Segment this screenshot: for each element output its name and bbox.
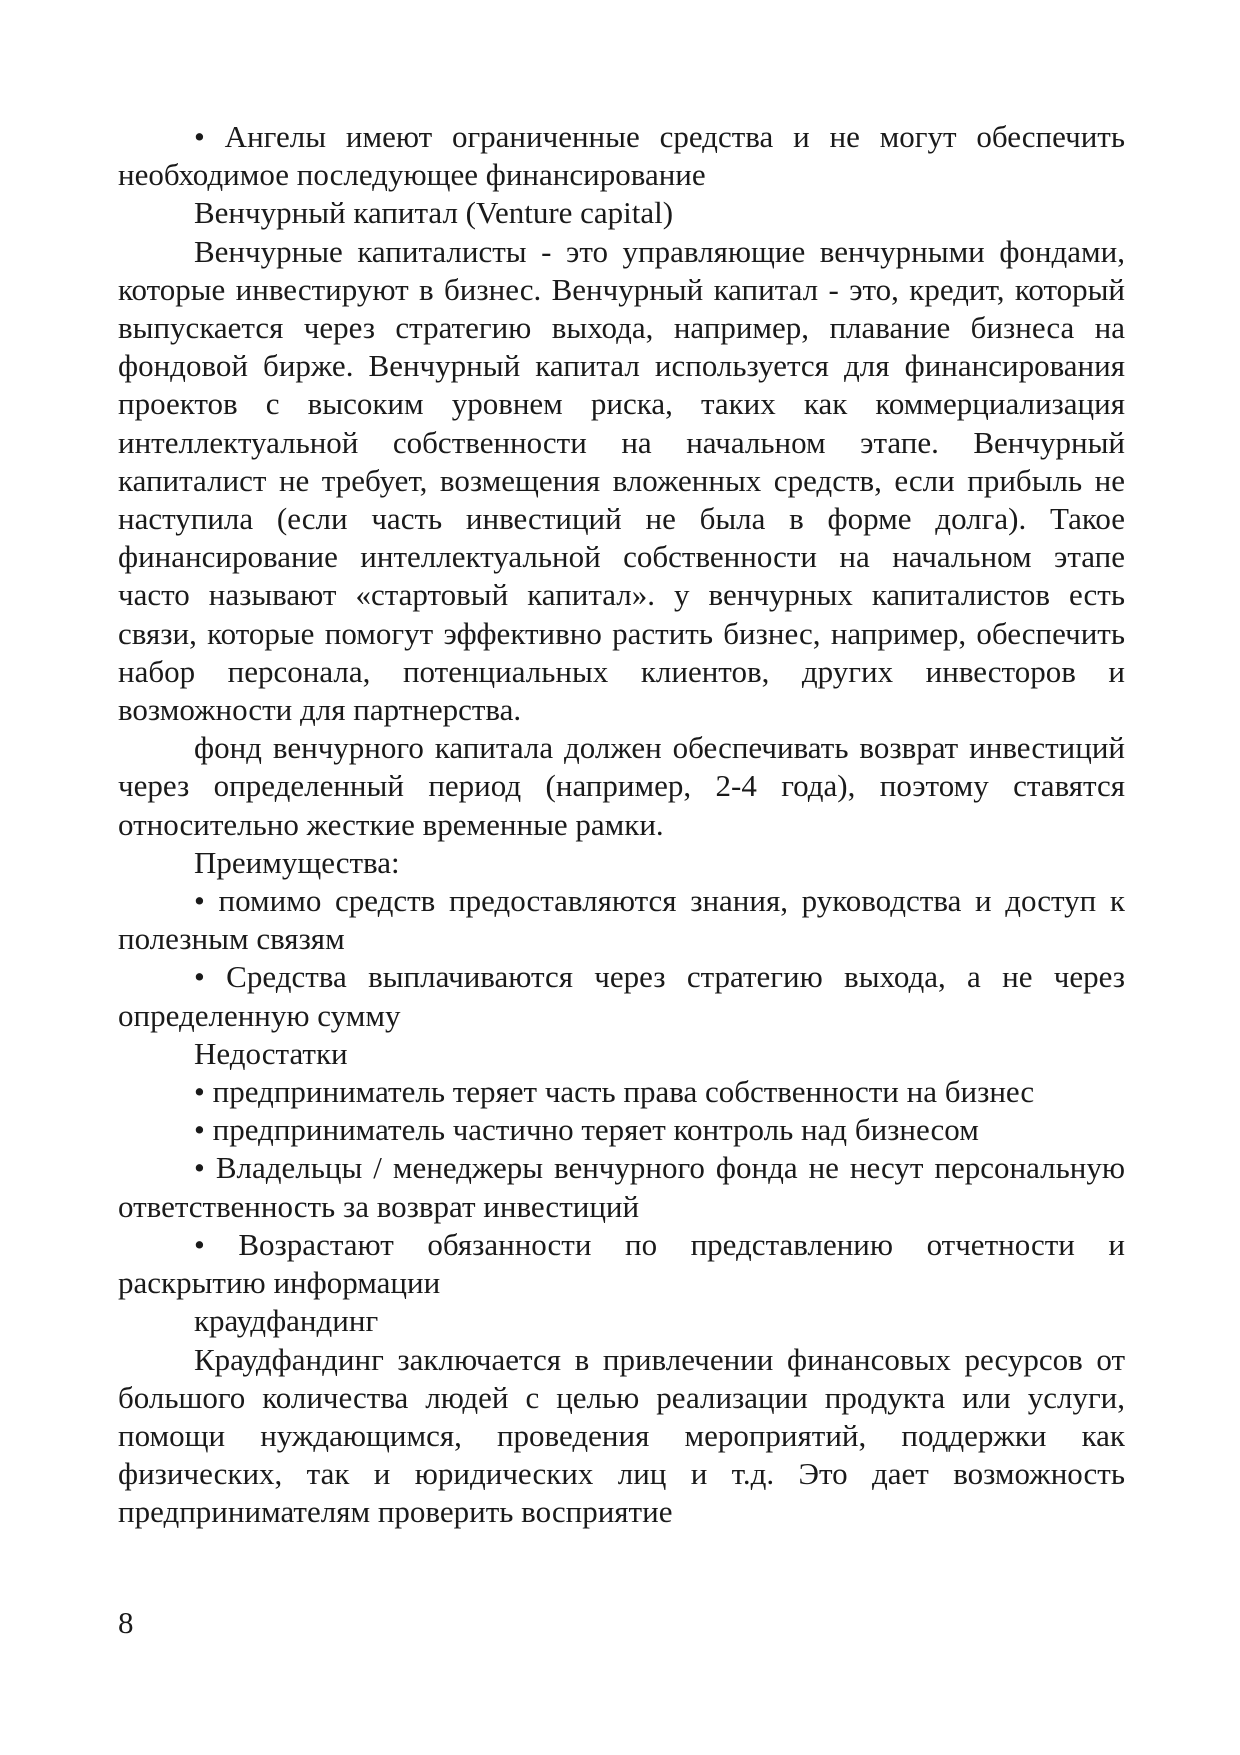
- list-item-disadvantage-responsibility: • Владельцы / менеджеры венчурного фонда не несут персональную ответственность за возврат инвестиций: [118, 1150, 1125, 1224]
- list-item-disadvantage-control: • предприниматель частично теряет контроль над бизнесом: [194, 1112, 979, 1148]
- list-item-advantage-knowledge: • помимо средств предоставляются знания, руководства и доступ к полезным связям: [118, 883, 1125, 957]
- paragraph-angels-limited-funds: • Ангелы имеют ограниченные средства и не могут обеспечить необходимое последующее финансирование: [118, 119, 1125, 193]
- paragraph-venture-capitalists: Венчурные капиталисты - это управляющие венчурными фондами, которые инвестируют в бизнес. Венчурный капитал - это, кредит, который выпускается через стратегию выхода, например, плавание бизнеса на фондовой бирже. Венчурный капитал используется для финансирования проектов с высоким уровнем риска, таких как коммерциализация интеллектуальной собственности на начальном этапе. Венчурный капиталист не требует, возмещения вложенных средств, если прибыль не наступила (если часть инвестиций не была в форме долга). Такое финансирование интеллектуальной собственности на начальном этапе часто называют «стартовый капитал». у венчурных капиталистов есть связи, которые помогут эффективно растить бизнес, например, обеспечить набор персонала, потенциальных клиентов, других инвесторов и возможности для партнерства.: [118, 233, 1125, 728]
- list-item-disadvantage-reporting: • Возрастают обязанности по представлению отчетности и раскрытию информации: [118, 1226, 1125, 1301]
- heading-disadvantages: Недостатки: [194, 1035, 348, 1071]
- heading-venture-capital: Венчурный капитал (Venture capital): [194, 195, 674, 231]
- page-number: 8: [118, 1605, 134, 1640]
- heading-advantages: Преимущества:: [194, 844, 400, 880]
- heading-crowdfunding: краудфандинг: [194, 1303, 379, 1339]
- list-item-advantage-exit-strategy: • Средства выплачиваются через стратегию выхода, а не через определенную сумму: [118, 959, 1125, 1033]
- paragraph-crowdfunding: Краудфандинг заключается в привлечении финансовых ресурсов от большого количества людей с целью реализации продукта или услуги, помощи нуждающимся, проведения мероприятий, поддержки как физических, так и юридических лиц и т.д. Это дает возможность предпринимателям проверить восприятие: [118, 1341, 1125, 1530]
- paragraph-venture-fund-return: фонд венчурного капитала должен обеспечивать возврат инвестиций через определенный период (например, 2-4 года), поэтому ставятся относительно жесткие временные рамки.: [118, 730, 1125, 842]
- list-item-disadvantage-ownership: • предприниматель теряет часть права собственности на бизнес: [194, 1074, 1035, 1110]
- page-body: [118, 118, 1125, 1532]
